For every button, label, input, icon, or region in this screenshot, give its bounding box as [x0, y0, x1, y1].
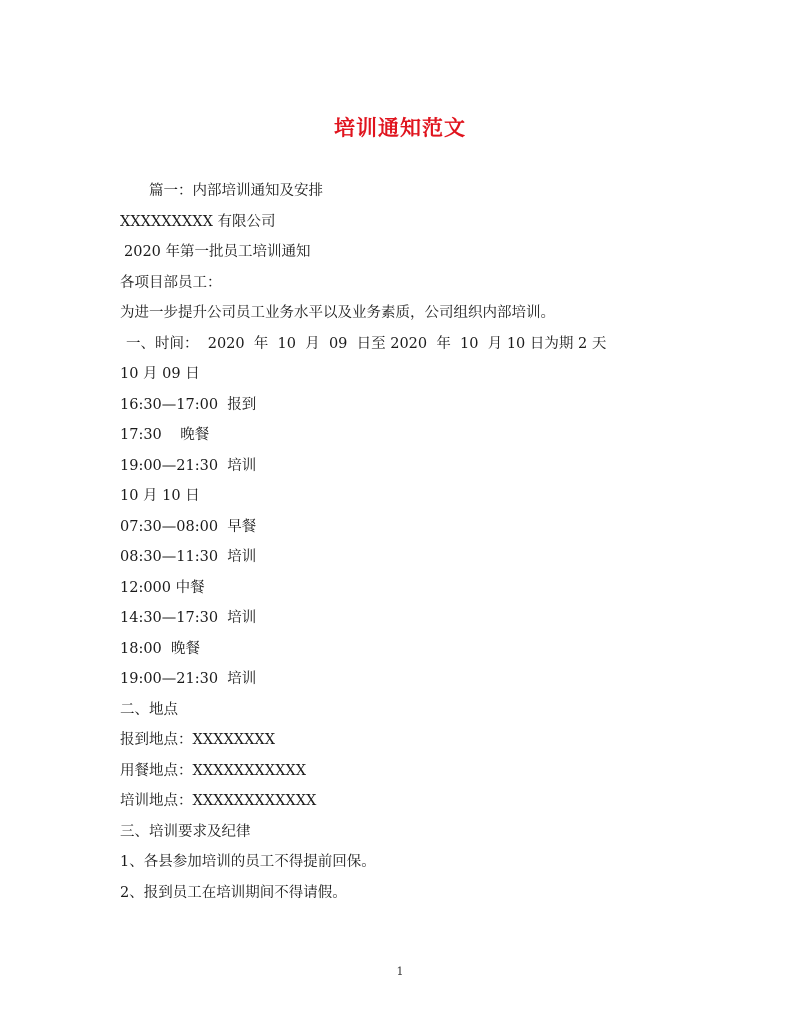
- requirement-item: 2、报到员工在培训期间不得请假。: [120, 884, 347, 901]
- salutation: 各项目部员工：: [120, 274, 222, 291]
- requirement-item: 1、各县参加培训的员工不得提前回保。: [120, 854, 376, 870]
- location-item-training: 培训地点：XXXXXXXXXXXX: [120, 793, 317, 809]
- notice-subtitle: 2020 年第一批员工培训通知: [124, 244, 311, 260]
- page-number: 1: [396, 965, 404, 978]
- schedule-item: 19:00—21:30 培训: [120, 671, 257, 687]
- intro-paragraph: 为进一步提升公司员工业务水平以及业务素质，公司组织内部培训。: [120, 305, 555, 321]
- document-body: [120, 176, 700, 908]
- requirements-heading: 三、培训要求及纪律: [120, 823, 251, 840]
- schedule-item: 16:30—17:00 报到: [120, 396, 257, 413]
- location-item-checkin: 报到地点：XXXXXXXX: [120, 732, 276, 748]
- schedule-item: 07:30—08:00 早餐: [120, 518, 257, 535]
- section-heading-part-one: 篇一：内部培训通知及安排: [149, 183, 323, 199]
- location-item-dining: 用餐地点：XXXXXXXXXXX: [120, 762, 307, 779]
- schedule-item: 17:30 晚餐: [120, 427, 210, 443]
- schedule-item: 19:00—21:30 培训: [120, 457, 257, 474]
- company-name: XXXXXXXXX 有限公司: [120, 213, 276, 230]
- time-heading: 一、时间： 2020 年 10 月 09 日至 2020 年 10 月 10 日为期 2 天: [126, 335, 607, 352]
- schedule-item: 12:000 中餐: [120, 579, 205, 596]
- schedule-date-day2: 10 月 10 日: [120, 488, 200, 504]
- schedule-item: 18:00 晚餐: [120, 640, 201, 657]
- location-heading: 二、地点: [120, 701, 178, 718]
- schedule-date-day1: 10 月 09 日: [120, 366, 200, 382]
- document-title: 培训通知范文: [334, 115, 466, 140]
- schedule-item: 14:30—17:30 培训: [120, 610, 257, 626]
- schedule-item: 08:30—11:30 培训: [120, 549, 257, 565]
